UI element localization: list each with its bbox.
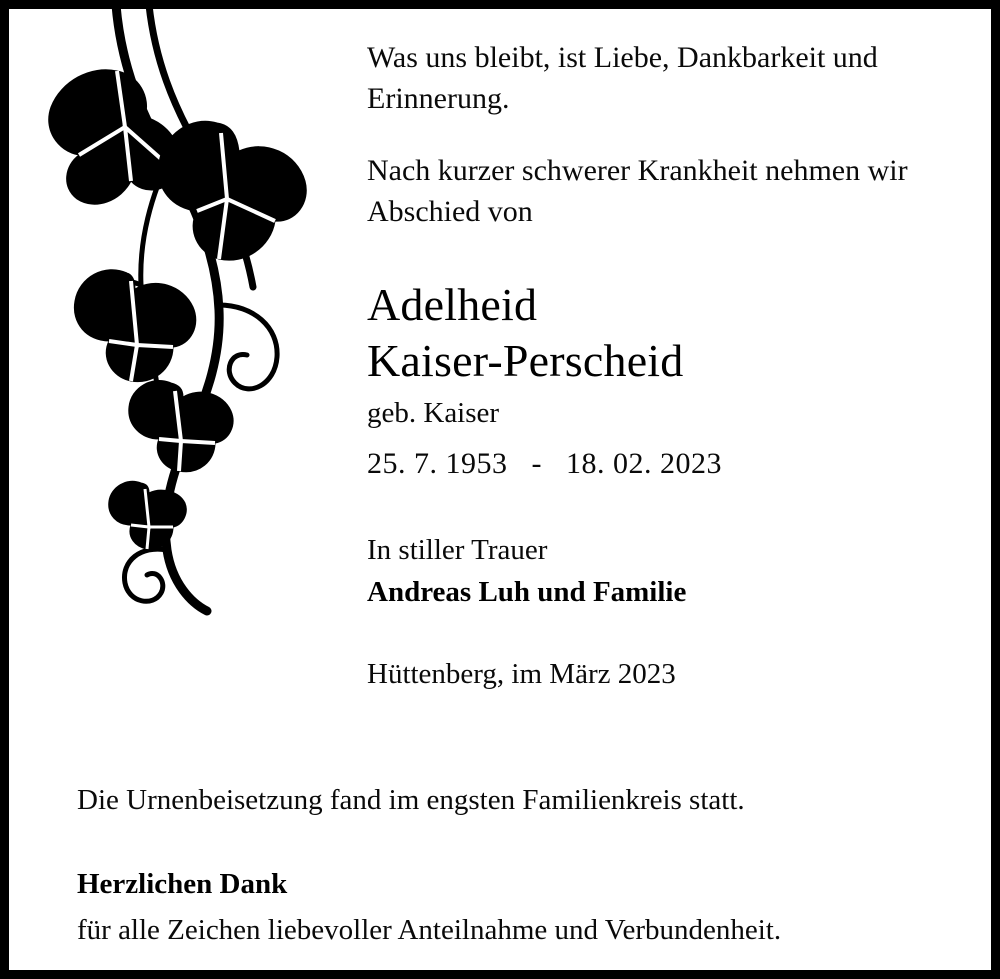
burial-note: Die Urnenbeisetzung fand im engsten Familienkreis statt. — [77, 784, 745, 816]
mourning-intro: In stiller Trauer — [367, 534, 548, 567]
ivy-vine-icon — [21, 5, 341, 655]
thanks-body: für alle Zeichen liebevoller Anteilnahme und Verbundenheit. — [77, 914, 782, 947]
obituary-footer — [77, 781, 957, 950]
place-and-date: Hüttenberg, im März 2023 — [367, 657, 676, 690]
obituary-inner — [9, 9, 991, 970]
deceased-name-block — [367, 277, 967, 484]
deceased-maiden-name: geb. Kaiser — [367, 396, 500, 429]
life-dates — [367, 444, 967, 483]
birth-date: 25. 7. 1953 — [367, 447, 508, 481]
obituary-text-column — [367, 37, 967, 691]
announcement-text: Nach kurzer schwerer Krankheit nehmen wir Abschied von — [367, 153, 908, 229]
memorial-quote: Was uns bleibt, ist Liebe, Dankbarkeit und Erinnerung. — [367, 41, 878, 116]
date-separator: - — [531, 447, 542, 481]
thanks-title: Herzlichen Dank — [77, 868, 288, 901]
death-date: 18. 02. 2023 — [566, 447, 722, 481]
mourning-family: Andreas Luh und Familie — [367, 575, 687, 608]
deceased-last-name: Kaiser-Perscheid — [367, 334, 684, 386]
deceased-first-name: Adelheid — [367, 278, 538, 330]
